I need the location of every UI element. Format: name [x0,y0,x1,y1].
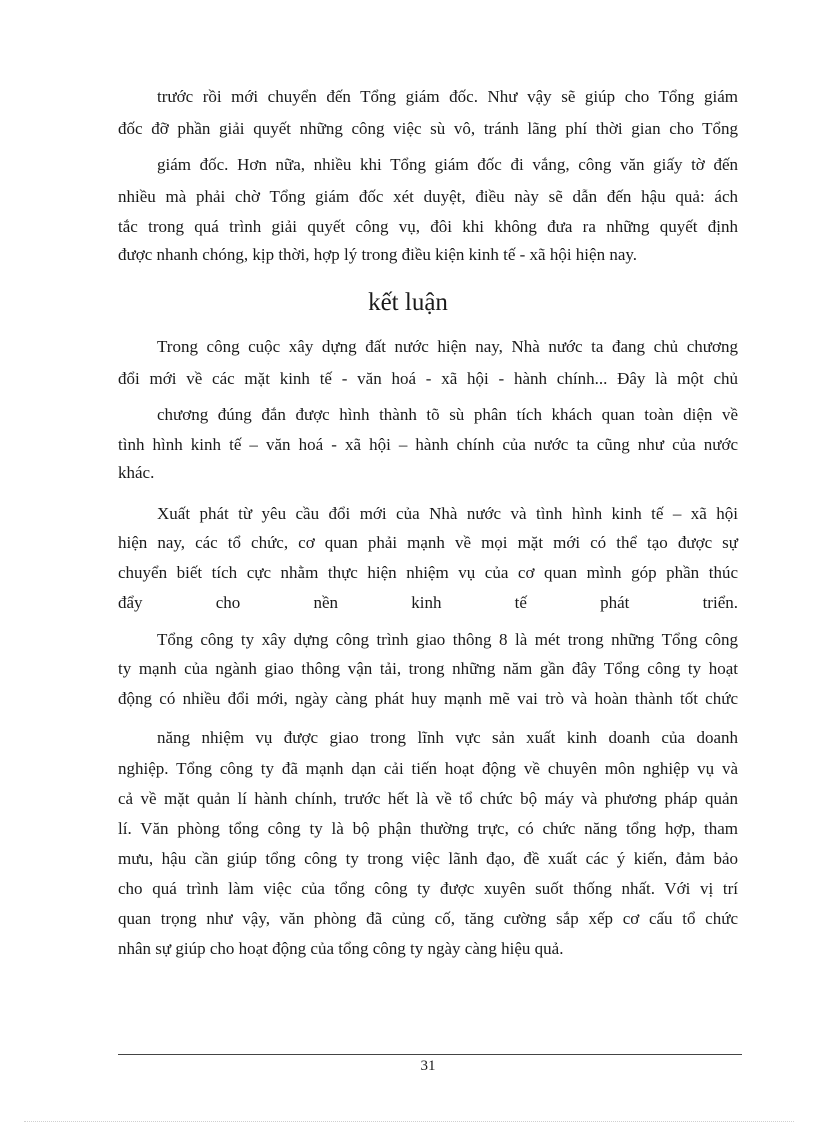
text-line: Xuất phát từ yêu cầu đổi mới của Nhà nước và tình hình kinh tế – xã hội [157,504,738,523]
text-line: chương đúng đắn được hình thành tõ sù phân tích khách quan toàn diện về [157,405,738,424]
text-line: nhiều mà phải chờ Tổng giám đốc xét duyệt, điều này sẽ dẫn đến hậu quả: ách [118,187,738,206]
text-line: được nhanh chóng, kịp thời, hợp lý trong điều kiện kinh tế - xã hội hiện nay. [118,245,638,264]
text-line: giám đốc. Hơn nữa, nhiều khi Tổng giám đốc đi vắng, công văn giấy tờ đến [157,155,738,174]
text-line: đổi mới về các mặt kinh tế - văn hoá - xã hội - hành chính... Đây là một chủ [118,369,738,388]
page-edge-divider [24,1121,794,1122]
text-line: nhân sự giúp cho hoạt động của tổng công ty ngày càng hiệu quả. [118,939,564,958]
text-line: cả về mặt quản lí hành chính, trước hết là về tổ chức bộ máy và phương pháp quản [118,789,738,808]
text-line: tình hình kinh tế – văn hoá - xã hội – hành chính của nước ta cũng như của nước [118,435,738,454]
text-line: trước rồi mới chuyển đến Tổng giám đốc. Như vậy sẽ giúp cho Tổng giám [157,87,738,106]
text-line: đẩy cho nền kinh tế phát triển. [118,593,738,612]
text-line: Tổng công ty xây dựng công trình giao thông 8 là mét trong những Tổng công [157,630,738,649]
footer-divider [118,1054,742,1055]
text-line: mưu, hậu cần giúp tổng công ty trong việc lãnh đạo, đề xuất các ý kiến, đảm bảo [118,849,738,868]
text-line: cho quá trình làm việc của tổng công ty được xuyên suốt thống nhất. Với vị trí [118,879,738,898]
page-number: 31 [420,1058,436,1074]
text-line: chuyển biết tích cực nhằm thực hiện nhiệm vụ của cơ quan mình góp phần thúc [118,563,738,582]
text-line: động có nhiều đổi mới, ngày càng phát huy mạnh mẽ vai trò và hoàn thành tốt chức [118,689,738,708]
text-line: năng nhiệm vụ được giao trong lĩnh vực sản xuất kinh doanh của doanh [157,728,738,747]
section-title: kết luận [368,289,448,316]
text-line: nghiệp. Tổng công ty đã mạnh dạn cải tiến hoạt động về chuyên môn nghiệp vụ và [118,759,738,778]
text-line: đốc đỡ phần giải quyết những công việc sù vô, tránh lãng phí thời gian cho Tổng [118,119,738,138]
text-line: tắc trong quá trình giải quyết công vụ, đôi khi không đưa ra những quyết định [118,217,738,236]
text-line: khác. [118,463,155,482]
text-line: ty mạnh của ngành giao thông vận tải, trong những năm gần đây Tổng công ty hoạt [118,659,738,678]
text-line: Trong công cuộc xây dựng đất nước hiện nay, Nhà nước ta đang chủ chương [157,337,738,356]
text-line: hiện nay, các tổ chức, cơ quan phải mạnh về mọi mặt mới có thể tạo được sự [118,533,738,552]
text-line: lí. Văn phòng tổng công ty là bộ phận thường trực, có chức năng tổng hợp, tham [118,819,738,838]
text-line: quan trọng như vậy, văn phòng đã củng cố, tăng cường sắp xếp cơ cấu tổ chức [118,909,738,928]
